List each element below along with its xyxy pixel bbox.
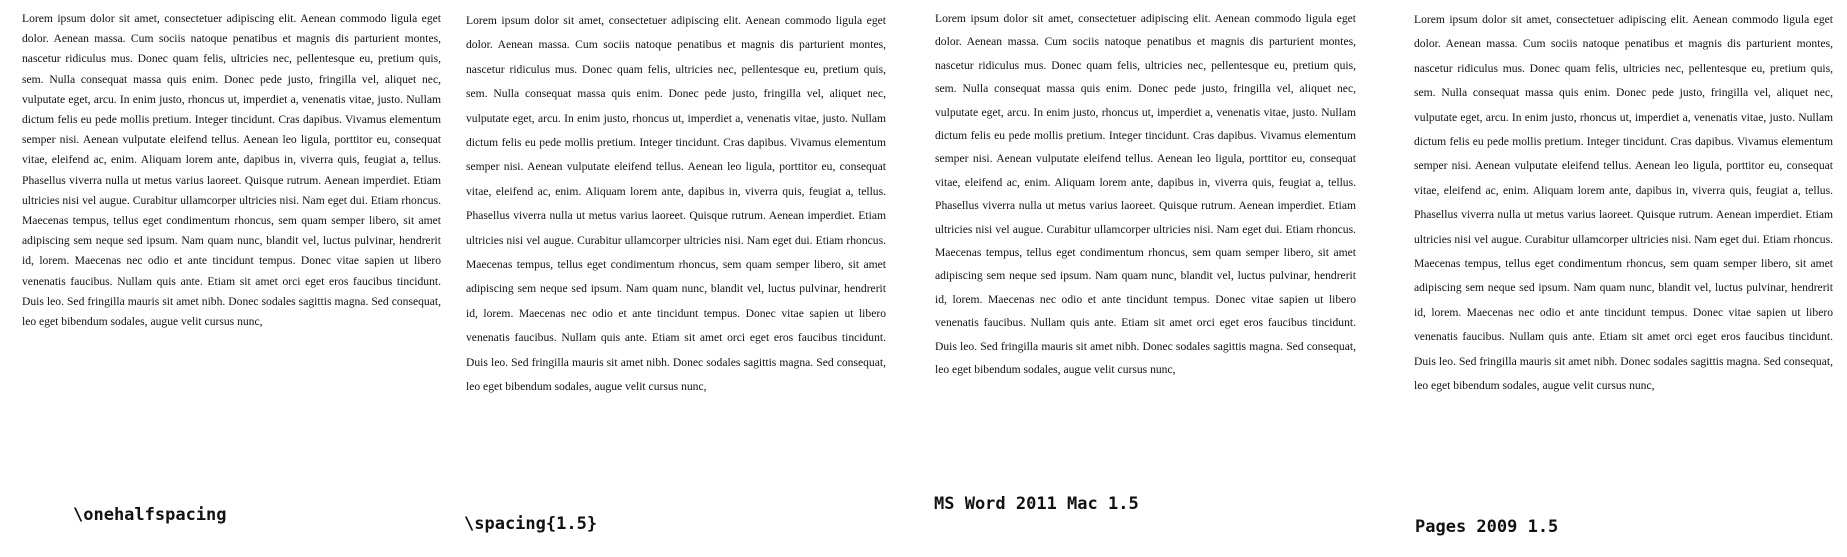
lorem-ipsum-paragraph: Lorem ipsum dolor sit amet, consectetuer adipiscing elit. Aenean commodo ligula eget dolor. Aenean massa. Cum sociis natoque penatibus et magnis dis parturient montes, nascetur ridiculus mus. Donec quam felis, ultricies nec, pellentesque eu, pretium quis, sem. Nulla consequat massa quis enim. Donec pede justo, fringilla vel, aliquet nec, vulputate eget, arcu. In enim justo, rhoncus ut, imperdiet a, venenatis vitae, justo. Nullam dictum felis eu pede mollis pretium. Integer tincidunt. Cras dapibus. Vivamus elementum semper nisi. Aenean vulputate eleifend tellus. Aenean leo ligula, porttitor eu, consequat vitae, eleifend ac, enim. Aliquam lorem ante, dapibus in, viverra quis, feugiat a, tellus. Phasellus viverra nulla ut metus varius laoreet. Quisque rutrum. Aenean imperdiet. Etiam ultricies nisi vel augue. Curabitur ullamcorper ultricies nisi. Nam eget dui. Etiam rhoncus. Maecenas tempus, tellus eget condimentum rhoncus, sem quam semper libero, sit amet adipiscing sem neque sed ipsum. Nam quam nunc, blandit vel, luctus pulvinar, hendrerit id, lorem. Maecenas nec odio et ante tincidunt tempus. Donec vitae sapien ut libero venenatis faucibus. Nullam quis ante. Etiam sit amet orci eget eros faucibus tincidunt. Duis leo. Sed fringilla mauris sit amet nibh. Donec sodales sagittis magna. Sed consequat, leo eget bibendum sodales, augue velit cursus nunc, xyxy=(22,12,441,329)
comparison-column-spacing-1-5 xyxy=(460,0,930,557)
column-caption: \spacing{1.5} xyxy=(464,514,598,534)
lorem-ipsum-paragraph: Lorem ipsum dolor sit amet, consectetuer adipiscing elit. Aenean commodo ligula eget dolor. Aenean massa. Cum sociis natoque penatibus et magnis dis parturient montes, nascetur ridiculus mus. Donec quam felis, ultricies nec, pellentesque eu, pretium quis, sem. Nulla consequat massa quis enim. Donec pede justo, fringilla vel, aliquet nec, vulputate eget, arcu. In enim justo, rhoncus ut, imperdiet a, venenatis vitae, justo. Nullam dictum felis eu pede mollis pretium. Integer tincidunt. Cras dapibus. Vivamus elementum semper nisi. Aenean vulputate eleifend tellus. Aenean leo ligula, porttitor eu, consequat vitae, eleifend ac, enim. Aliquam lorem ante, dapibus in, viverra quis, feugiat a, tellus. Phasellus viverra nulla ut metus varius laoreet. Quisque rutrum. Aenean imperdiet. Etiam ultricies nisi vel augue. Curabitur ullamcorper ultricies nisi. Nam eget dui. Etiam rhoncus. Maecenas tempus, tellus eget condimentum rhoncus, sem quam semper libero, sit amet adipiscing sem neque sed ipsum. Nam quam nunc, blandit vel, luctus pulvinar, hendrerit id, lorem. Maecenas nec odio et ante tincidunt tempus. Donec vitae sapien ut libero venenatis faucibus. Nullam quis ante. Etiam sit amet orci eget eros faucibus tincidunt. Duis leo. Sed fringilla mauris sit amet nibh. Donec sodales sagittis magna. Sed consequat, leo eget bibendum sodales, augue velit cursus nunc, xyxy=(1414,13,1833,393)
comparison-column-ms-word xyxy=(930,0,1400,557)
comparison-column-pages xyxy=(1400,0,1847,557)
comparison-column-onehalfspacing xyxy=(0,0,460,557)
column-caption: MS Word 2011 Mac 1.5 xyxy=(934,494,1139,514)
lorem-ipsum-paragraph: Lorem ipsum dolor sit amet, consectetuer adipiscing elit. Aenean commodo ligula eget dolor. Aenean massa. Cum sociis natoque penatibus et magnis dis parturient montes, nascetur ridiculus mus. Donec quam felis, ultricies nec, pellentesque eu, pretium quis, sem. Nulla consequat massa quis enim. Donec pede justo, fringilla vel, aliquet nec, vulputate eget, arcu. In enim justo, rhoncus ut, imperdiet a, venenatis vitae, justo. Nullam dictum felis eu pede mollis pretium. Integer tincidunt. Cras dapibus. Vivamus elementum semper nisi. Aenean vulputate eleifend tellus. Aenean leo ligula, porttitor eu, consequat vitae, eleifend ac, enim. Aliquam lorem ante, dapibus in, viverra quis, feugiat a, tellus. Phasellus viverra nulla ut metus varius laoreet. Quisque rutrum. Aenean imperdiet. Etiam ultricies nisi vel augue. Curabitur ullamcorper ultricies nisi. Nam eget dui. Etiam rhoncus. Maecenas tempus, tellus eget condimentum rhoncus, sem quam semper libero, sit amet adipiscing sem neque sed ipsum. Nam quam nunc, blandit vel, luctus pulvinar, hendrerit id, lorem. Maecenas nec odio et ante tincidunt tempus. Donec vitae sapien ut libero venenatis faucibus. Nullam quis ante. Etiam sit amet orci eget eros faucibus tincidunt. Duis leo. Sed fringilla mauris sit amet nibh. Donec sodales sagittis magna. Sed consequat, leo eget bibendum sodales, augue velit cursus nunc, xyxy=(466,14,886,394)
column-caption: \onehalfspacing xyxy=(73,505,227,525)
lorem-ipsum-paragraph: Lorem ipsum dolor sit amet, consectetuer adipiscing elit. Aenean commodo ligula eget dolor. Aenean massa. Cum sociis natoque penatibus et magnis dis parturient montes, nascetur ridiculus mus. Donec quam felis, ultricies nec, pellentesque eu, pretium quis, sem. Nulla consequat massa quis enim. Donec pede justo, fringilla vel, aliquet nec, vulputate eget, arcu. In enim justo, rhoncus ut, imperdiet a, venenatis vitae, justo. Nullam dictum felis eu pede mollis pretium. Integer tincidunt. Cras dapibus. Vivamus elementum semper nisi. Aenean vulputate eleifend tellus. Aenean leo ligula, porttitor eu, consequat vitae, eleifend ac, enim. Aliquam lorem ante, dapibus in, viverra quis, feugiat a, tellus. Phasellus viverra nulla ut metus varius laoreet. Quisque rutrum. Aenean imperdiet. Etiam ultricies nisi vel augue. Curabitur ullamcorper ultricies nisi. Nam eget dui. Etiam rhoncus. Maecenas tempus, tellus eget condimentum rhoncus, sem quam semper libero, sit amet adipiscing sem neque sed ipsum. Nam quam nunc, blandit vel, luctus pulvinar, hendrerit id, lorem. Maecenas nec odio et ante tincidunt tempus. Donec vitae sapien ut libero venenatis faucibus. Nullam quis ante. Etiam sit amet orci eget eros faucibus tincidunt. Duis leo. Sed fringilla mauris sit amet nibh. Donec sodales sagittis magna. Sed consequat, leo eget bibendum sodales, augue velit cursus nunc, xyxy=(935,12,1356,377)
column-caption: Pages 2009 1.5 xyxy=(1415,517,1559,537)
